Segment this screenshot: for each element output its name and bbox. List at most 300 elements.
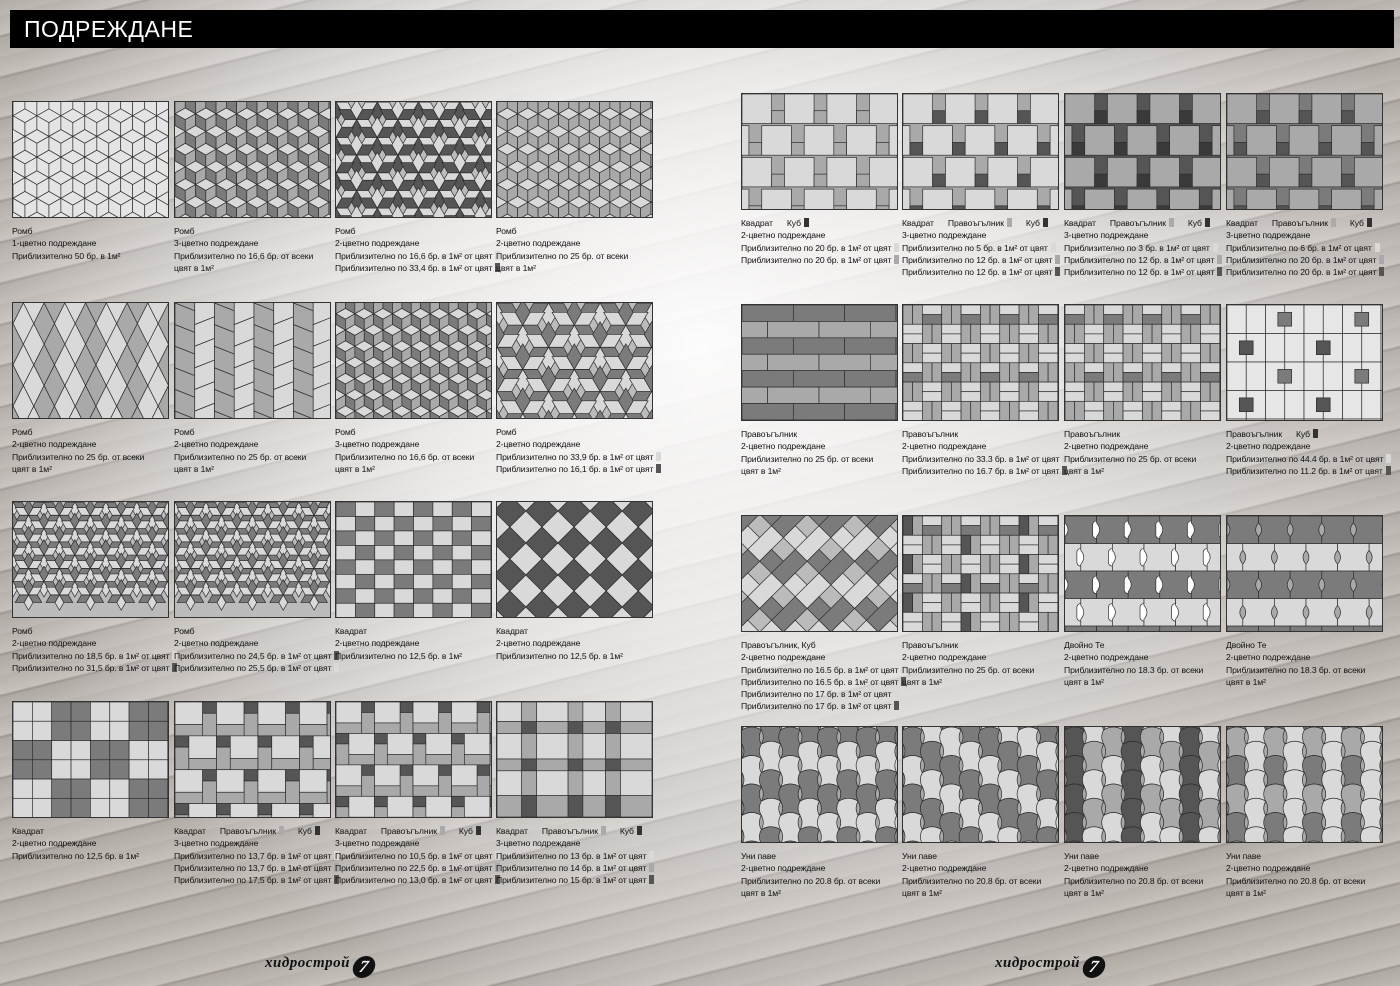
caption-text: 2-цветно подреждане [741,863,826,874]
caption-text: 1-цветно подреждане [12,238,97,249]
caption-line [1226,664,1378,689]
brand-logo-left [265,955,375,981]
pattern-caption [1064,850,1222,899]
caption-line [335,237,493,249]
caption-line [741,428,899,440]
caption-text: Приблизително по 16,1 бр. в 1м² от цвят [496,463,654,474]
caption-line [496,438,654,450]
pattern-svg [497,702,652,817]
caption-text: Приблизително по 20.8 бр. от всеки цвят в 1м² [1064,875,1204,898]
caption-text: Ромб [12,226,33,236]
caption-line [1064,453,1216,478]
caption-text: 2-цветно подреждане [12,638,97,649]
pattern-thumbnail [496,501,653,618]
pattern-svg [13,303,168,418]
pattern-svg [13,502,168,617]
caption-text: 2-цветно подреждане [1226,441,1311,452]
color-swatch [1386,454,1391,463]
caption-line [174,850,332,862]
pattern-svg [336,502,491,617]
pattern-thumbnail [902,515,1059,632]
pattern-thumbnail [741,93,898,210]
caption-line [1226,850,1384,862]
caption-line [335,862,493,874]
caption-line [174,637,332,649]
brand-logo-mark: 7 [351,956,378,978]
caption-text: Приблизително по 20.8 бр. от всеки цвят в 1м² [1226,875,1366,898]
caption-line [741,700,899,712]
page-title: ПОДРЕЖДАНЕ [24,16,194,42]
caption-line [335,426,493,438]
caption-line [12,250,170,262]
pattern-caption [496,825,654,886]
caption-line [1226,254,1384,266]
caption-text: Квадрат [335,626,367,636]
caption-line [1064,850,1222,862]
caption-part: Куб [786,218,801,228]
caption-text: 3-цветно подреждане [174,238,259,249]
caption-line [496,463,654,475]
caption-line [741,229,899,241]
caption-line [496,874,654,886]
caption-text: 2-цветно подреждане [496,439,581,450]
caption-line [335,825,493,837]
caption-text: 3-цветно подреждане [1226,230,1311,241]
caption-line [496,250,648,275]
caption-text: Приблизително по 16.5 бр. в 1м² от цвят [741,664,899,675]
caption-line [174,237,332,249]
caption-line [902,639,1060,651]
caption-line [174,825,332,837]
caption-text: 2-цветно подреждане [902,652,987,663]
pattern-thumbnail [741,726,898,843]
caption-line [1226,651,1384,663]
caption-text: Ромб [496,427,517,437]
pattern-card [741,93,899,266]
color-swatch [649,875,654,884]
caption-line [335,225,493,237]
caption-part: Куб [1295,429,1311,439]
pattern-caption [335,426,493,475]
caption-line [902,453,1060,465]
caption-line [741,639,899,651]
caption-text: Приблизително по 18.3 бр. от всеки цвят в 1м² [1064,664,1204,687]
caption-line [12,650,170,662]
caption-line [902,428,1060,440]
pattern-thumbnail [741,515,898,632]
caption-line [174,250,326,275]
caption-line [174,662,332,674]
color-swatch [476,826,481,835]
pattern-svg [1065,94,1220,209]
caption-line [1226,453,1384,465]
color-swatch [1213,243,1218,252]
caption-text: Ромб [335,226,356,236]
caption-text: Приблизително по 11.2 бр. в 1м² от цвят [1226,465,1383,476]
pattern-caption [12,225,170,262]
color-swatch [1313,429,1318,438]
caption-line [174,451,326,476]
caption-text: 2-цветно подреждане [12,439,97,450]
pattern-thumbnail [335,701,492,818]
caption-line [902,217,1060,229]
caption-line [335,250,493,262]
pattern-card [902,93,1060,278]
pattern-thumbnail [902,726,1059,843]
pattern-svg [1065,727,1220,842]
pattern-thumbnail [902,304,1059,421]
caption-text: Квадрат [174,826,206,836]
caption-text: Приблизително по 44.4 бр. в 1м² от цвят [1226,453,1384,464]
caption-text: Приблизително по 13,7 бр. в 1м² от цвят [174,862,332,873]
caption-text: Приблизително по 20.8 бр. от всеки цвят в 1м² [741,875,881,898]
caption-line [1064,664,1216,689]
pattern-card [12,701,170,862]
caption-line [902,875,1054,900]
caption-line [1064,229,1222,241]
caption-text: Уни паве [1226,851,1261,861]
color-swatch [804,218,809,227]
pattern-thumbnail [1226,304,1383,421]
pattern-card [902,304,1060,477]
pattern-caption [174,426,332,475]
caption-text: Ромб [174,427,195,437]
caption-text: Приблизително по 5 бр. в 1м² от цвят [902,242,1048,253]
caption-line [174,874,332,886]
page-header-bar [10,10,1394,48]
caption-part: Куб [297,826,312,836]
caption-line [1064,254,1222,266]
pattern-card [335,101,493,274]
pattern-caption [1226,428,1384,477]
pattern-caption [174,625,332,674]
caption-text: Квадрат [12,826,44,836]
caption-line [902,254,1060,266]
caption-line [174,426,332,438]
pattern-card [496,101,654,274]
pattern-svg [1227,305,1382,420]
pattern-card [741,515,899,713]
caption-text: Приблизително по 20 бр. в 1м² от цвят [1226,254,1377,265]
caption-line [1064,266,1222,278]
caption-text: Приблизително по 12 бр. в 1м² от цвят [902,267,1053,278]
caption-text: Приблизително по 12 бр. в 1м² от цвят [902,254,1053,265]
color-swatch [1386,466,1391,475]
pattern-caption [335,625,493,662]
caption-text: 2-цветно подреждане [174,638,259,649]
caption-text: Приблизително по 12,5 бр. в 1м² [496,650,623,661]
pattern-card [1064,515,1222,688]
pattern-svg [175,303,330,418]
caption-text: Ромб [335,427,356,437]
pattern-svg [903,94,1058,209]
caption-line [741,440,899,452]
caption-line [12,225,170,237]
pattern-svg [336,303,491,418]
color-swatch [656,464,661,473]
pattern-caption [335,225,493,274]
pattern-caption [1064,639,1222,688]
caption-text: Приблизително по 24,5 бр. в 1м² от цвят [174,650,332,661]
caption-text: Приблизително по 15 бр. в 1м² от цвят [496,875,647,886]
caption-line [741,676,899,688]
caption-line [12,625,170,637]
caption-text: 3-цветно подреждане [1064,230,1149,241]
caption-line [1226,428,1384,440]
caption-text: Правоъгълник [902,640,958,650]
color-swatch [1043,218,1048,227]
caption-line [12,237,170,249]
caption-text: Приблизително по 16.5 бр. в 1м² от цвят [741,676,899,687]
pattern-card [1064,304,1222,477]
caption-line [741,850,899,862]
pattern-caption [741,850,899,899]
pattern-card [1064,726,1222,899]
pattern-thumbnail [1226,515,1383,632]
caption-line [902,242,1060,254]
caption-line [1064,217,1222,229]
pattern-card [741,304,899,477]
color-swatch [894,255,899,264]
caption-line [741,242,899,254]
caption-text: 2-цветно подреждане [174,439,259,450]
pattern-thumbnail [12,501,169,618]
pattern-card [174,101,332,274]
pattern-card [12,101,170,262]
pattern-card [1226,515,1384,688]
caption-line [1064,440,1222,452]
color-swatch [1379,255,1384,264]
caption-text: Приблизително по 25 бр. от всеки цвят в 1м² [12,451,145,474]
caption-line [1064,639,1222,651]
caption-text: Квадрат [741,218,773,228]
caption-line [741,664,899,676]
caption-line [741,217,899,229]
pattern-svg [1065,516,1220,631]
caption-text: 2-цветно подреждане [741,230,826,241]
pattern-caption [12,426,170,475]
pattern-card [12,302,170,475]
pattern-caption [496,225,654,274]
pattern-thumbnail [174,501,331,618]
brand-logo-text: хидрострой [265,955,350,971]
caption-line [902,266,1060,278]
caption-line [902,850,1060,862]
caption-text: Двойно Те [1226,640,1267,650]
color-swatch [601,826,606,835]
caption-text: Квадрат [335,826,367,836]
caption-part: Правоъгълник [541,826,598,836]
caption-text: Приблизително 50 бр. в 1м² [12,250,121,261]
caption-line [496,451,654,463]
pattern-caption [902,639,1060,688]
caption-text: Приблизително по 20 бр. в 1м² от цвят [741,254,892,265]
caption-part: Куб [458,826,473,836]
pattern-caption [174,825,332,886]
caption-text: 3-цветно подреждане [496,838,581,849]
caption-line [902,651,1060,663]
caption-text: 2-цветно подреждане [1226,863,1311,874]
caption-line [12,850,170,862]
pattern-card [902,515,1060,688]
caption-line [496,825,654,837]
caption-text: Приблизително по 6 бр. в 1м² от цвят [1226,242,1372,253]
pattern-caption [741,639,899,713]
pattern-caption [496,625,654,662]
caption-line [1226,229,1384,241]
caption-text: Приблизително по 31,5 бр. в 1м² от цвят [12,662,170,673]
caption-part: Правоъгълник [380,826,437,836]
pattern-svg [742,94,897,209]
caption-text: Приблизително по 16,6 бр. от всеки цвят в 1м² [335,451,475,474]
caption-line [12,825,170,837]
pattern-svg [1227,727,1382,842]
caption-text: Квадрат [1226,218,1258,228]
caption-part: Куб [1187,218,1202,228]
caption-line [902,465,1060,477]
caption-text: 2-цветно подреждане [1064,863,1149,874]
caption-text: 2-цветно подреждане [1226,652,1311,663]
color-swatch [1205,218,1210,227]
pattern-caption [741,428,899,477]
caption-text: Приблизително по 22,5 бр. в 1м² от цвят [335,862,493,873]
pattern-card [496,302,654,475]
caption-line [902,229,1060,241]
caption-line [902,440,1060,452]
color-swatch [1007,218,1012,227]
caption-text: 2-цветно подреждане [12,838,97,849]
pattern-card [12,501,170,674]
caption-text: Ромб [12,626,33,636]
caption-line [741,875,893,900]
caption-line [12,837,170,849]
pattern-caption [1226,639,1384,688]
caption-line [741,688,899,700]
caption-line [1226,217,1384,229]
caption-part: Куб [1025,218,1040,228]
pattern-svg [175,502,330,617]
caption-text: 3-цветно подреждане [174,838,259,849]
pattern-caption [902,217,1060,278]
caption-text: Приблизително по 12 бр. в 1м² от цвят [1064,254,1215,265]
pattern-thumbnail [496,302,653,419]
color-swatch [279,826,284,835]
caption-line [1064,428,1222,440]
caption-text: Приблизително по 33.3 бр. в 1м² от цвят [902,453,1060,464]
pattern-svg [903,727,1058,842]
color-swatch [1217,267,1222,276]
pattern-svg [336,102,491,217]
pattern-caption [496,426,654,475]
caption-text: 2-цветно подреждане [741,652,826,663]
caption-line [335,637,493,649]
caption-text: 2-цветно подреждане [1064,652,1149,663]
color-swatch [1331,218,1336,227]
caption-text: Приблизително по 25 бр. от всеки цвят в 1м² [741,453,874,476]
caption-part: Куб [1349,218,1364,228]
caption-line [174,650,332,662]
pattern-caption [335,825,493,886]
caption-line [12,637,170,649]
pattern-card [1226,93,1384,278]
caption-text: Приблизително по 12,5 бр. в 1м² [12,850,139,861]
caption-text: 3-цветно подреждане [335,439,420,450]
pattern-card [174,701,332,886]
caption-line [335,438,493,450]
caption-text: Ромб [174,226,195,236]
caption-line [335,451,487,476]
caption-line [335,625,493,637]
caption-text: Приблизително по 33,4 бр. в 1м² от цвят [335,262,493,273]
pattern-card [335,501,493,662]
caption-part: Куб [619,826,634,836]
pattern-thumbnail [1064,726,1221,843]
caption-line [496,426,654,438]
caption-line [902,664,1054,689]
pattern-card [496,701,654,886]
pattern-svg [497,102,652,217]
pattern-svg [175,702,330,817]
caption-line [335,874,493,886]
caption-text: Приблизително по 18,5 бр. в 1м² от цвят [12,650,170,661]
caption-text: Приблизително по 17 бр. в 1м² от цвят [741,689,892,700]
caption-line [1226,266,1384,278]
pattern-svg [175,102,330,217]
caption-text: Приблизително по 33,9 бр. в 1м² от цвят [496,451,654,462]
caption-text: Приблизително по 16,6 бр. от всеки цвят в 1м² [174,250,314,273]
caption-text: Приблизително по 25 бр. от всеки цвят в 1м² [174,451,307,474]
pattern-thumbnail [335,501,492,618]
color-swatch [1169,218,1174,227]
pattern-svg [497,303,652,418]
caption-text: Правоъгълник [1064,429,1120,439]
pattern-thumbnail [12,701,169,818]
pattern-thumbnail [335,101,492,218]
pattern-thumbnail [1064,304,1221,421]
pattern-card [1064,93,1222,278]
caption-text: Приблизително по 13,7 бр. в 1м² от цвят [174,850,332,861]
color-swatch [656,452,661,461]
pattern-caption [741,217,899,266]
pattern-card [335,302,493,475]
caption-line [1226,465,1384,477]
caption-part: Правоъгълник [1109,218,1166,228]
caption-text: 2-цветно подреждане [1064,441,1149,452]
caption-part: Правоъгълник [1271,218,1328,228]
pattern-svg [1227,516,1382,631]
pattern-svg [742,516,897,631]
pattern-svg [903,516,1058,631]
caption-text: Уни паве [902,851,937,861]
color-swatch [1055,255,1060,264]
caption-line [496,837,654,849]
caption-text: 2-цветно подреждане [335,638,420,649]
caption-text: Квадрат [902,218,934,228]
color-swatch [1379,267,1384,276]
caption-text: 2-цветно подреждане [741,441,826,452]
color-swatch [315,826,320,835]
caption-line [496,237,654,249]
caption-line [496,225,654,237]
caption-text: Приблизително по 25 бр. от всеки цвят в 1м² [496,250,629,273]
caption-text: 3-цветно подреждане [335,838,420,849]
pattern-svg [742,305,897,420]
caption-text: 2-цветно подреждане [496,638,581,649]
caption-text: Приблизително по 13,0 бр. в 1м² от цвят [335,875,493,886]
brand-logo-mark: 7 [1081,956,1108,978]
caption-line [741,651,899,663]
caption-text: 2-цветно подреждане [335,238,420,249]
